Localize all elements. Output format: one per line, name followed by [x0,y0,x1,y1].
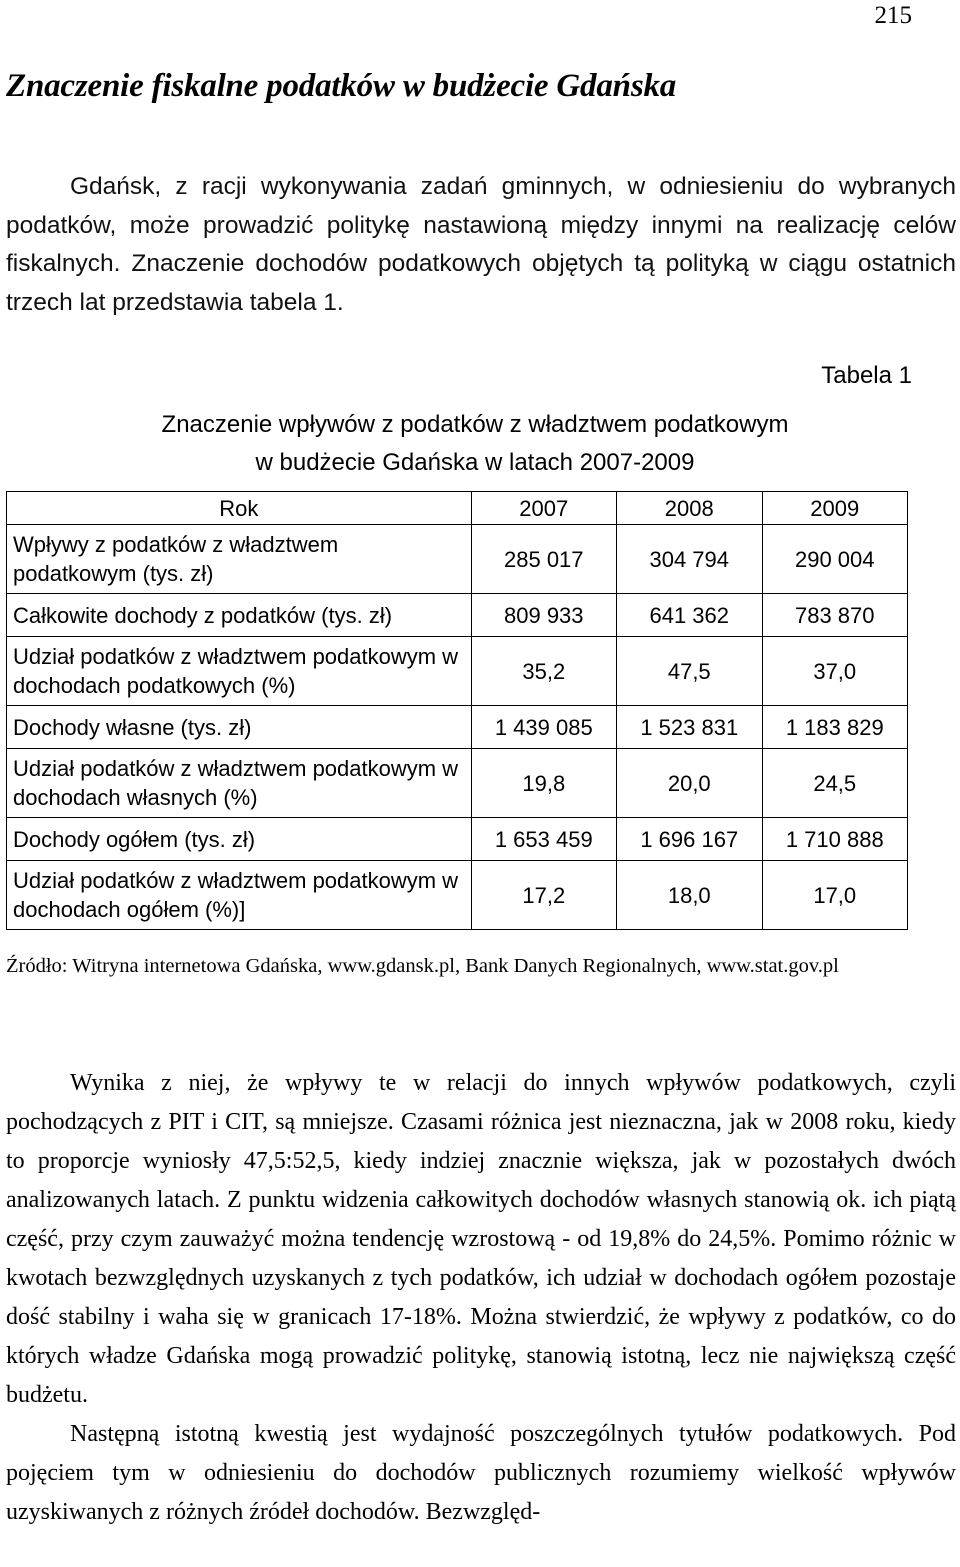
row-value: 290 004 [762,525,908,594]
table-caption-line-2: w budżecie Gdańska w latach 2007-2009 [255,449,695,476]
row-value: 18,0 [617,861,762,930]
header-year: 2009 [762,492,908,525]
row-value: 1 710 888 [762,818,908,861]
row-label: Dochody własne (tys. zł) [7,706,472,749]
header-year: 2007 [471,492,616,525]
header-year: 2008 [617,492,762,525]
table-header-row [7,492,908,525]
body-paragraph: Następną istotną kwestią jest wydajność poszczególnych tytułów podatkowych. Pod pojęciem tym w odniesieniu do dochodów publicznych rozumiemy wielkość wpływów uzyskiwanych z różnych źródeł dochodów. Bezwzględ- [6,1421,956,1525]
section-title: Znaczenie fiskalne podatków w budżecie Gdańska [6,68,677,104]
row-value: 1 696 167 [617,818,762,861]
table-row [7,749,908,818]
header-label: Rok [7,492,472,525]
intro-paragraph: Gdańsk, z racji wykonywania zadań gminnych, w odniesieniu do wybranych podatków, może prowadzić politykę nastawioną między innymi na realizację celów fiskalnych. Znaczenie dochodów podatkowych objętych tą polityką w ciągu ostatnich trzech lat przedstawia tabela 1. [6,173,956,316]
row-value: 809 933 [471,594,616,637]
row-value: 641 362 [617,594,762,637]
row-value: 24,5 [762,749,908,818]
row-label: Udział podatków z władztwem podatkowym w dochodach ogółem (%)] [7,861,472,930]
row-value: 35,2 [471,637,616,706]
page-number: 215 [874,2,912,29]
row-label: Udział podatków z władztwem podatkowym w dochodach podatkowych (%) [7,637,472,706]
row-value: 285 017 [471,525,616,594]
row-label: Udział podatków z władztwem podatkowym w dochodach własnych (%) [7,749,472,818]
tax-revenue-table [6,491,908,930]
row-value: 1 183 829 [762,706,908,749]
row-value: 1 653 459 [471,818,616,861]
table-caption-line-1: Znaczenie wpływów z podatków z władztwem podatkowym [161,411,789,438]
source-note: Źródło: Witryna internetowa Gdańska, www.gdansk.pl, Bank Danych Regionalnych, www.stat.gov.pl [6,955,839,977]
table-caption [0,406,950,482]
row-value: 19,8 [471,749,616,818]
row-value: 20,0 [617,749,762,818]
table-label: Tabela 1 [821,362,912,389]
table-row [7,706,908,749]
row-value: 1 439 085 [471,706,616,749]
body-text [6,1064,956,1532]
row-label: Całkowite dochody z podatków (tys. zł) [7,594,472,637]
row-value: 304 794 [617,525,762,594]
row-value: 17,0 [762,861,908,930]
body-paragraph: Wynika z niej, że wpływy te w relacji do innych wpływów podatkowych, czyli pochodzących z PIT i CIT, są mniejsze. Czasami różnica jest nieznaczna, jak w 2008 roku, kiedy to proporcje wyniosły 47,5:52,5, kiedy indziej znacznie większa, jak w pozostałych dwóch analizowanych latach. Z punktu widzenia całkowitych dochodów własnych stanowią ok. ich piątą część, przy czym zauważyć można tendencję wzrostową - od 19,8% do 24,5%. Pomimo różnic w kwotach bezwzględnych uzyskanych z tych podatków, ich udział w dochodach ogółem pozostaje dość stabilny i waha się w granicach 17-18%. Można stwierdzić, że wpływy z podatków, co do których władze Gdańska mogą prowadzić politykę, stanowią istotną, lecz nie największą część budżetu. [6,1070,956,1408]
table-row [7,637,908,706]
row-value: 37,0 [762,637,908,706]
row-label: Dochody ogółem (tys. zł) [7,818,472,861]
table-row [7,525,908,594]
table-row [7,818,908,861]
row-value: 783 870 [762,594,908,637]
row-value: 1 523 831 [617,706,762,749]
row-value: 17,2 [471,861,616,930]
row-label: Wpływy z podatków z władztwem podatkowym (tys. zł) [7,525,472,594]
table-row [7,594,908,637]
table-row [7,861,908,930]
row-value: 47,5 [617,637,762,706]
